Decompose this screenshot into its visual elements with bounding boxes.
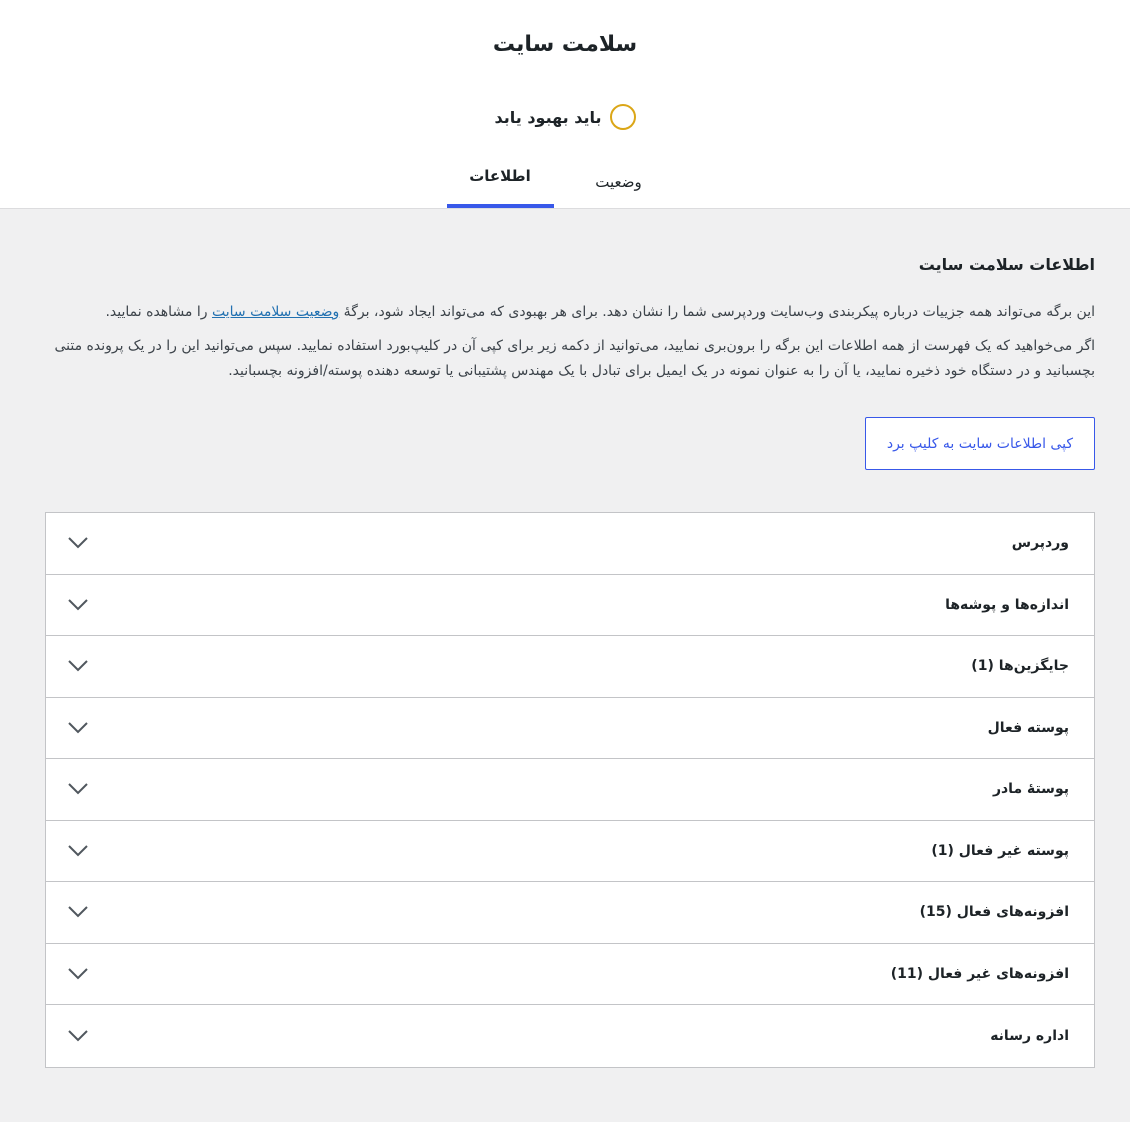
chevron-down-icon: [66, 962, 90, 986]
accordion-item[interactable]: [46, 575, 1094, 637]
accordion-item-label: اندازه‌ها و پوشه‌ها: [945, 596, 1069, 613]
export-paragraph: اگر می‌خواهید که یک فهرست از همه اطلاعات این برگه را برون‌بری نمایید، می‌توانید از دکمه زیر برای کپی آن در کلیپ‌بورد استفاده نمایید. سپس می‌توانید این را در یک پرونده متنی بچسبانید و در دستگاه خود ذخیره نمایید، یا آن را به عنوان نمونه در یک ایمیل برای تبادل با یک مهندس پشتیبانی یا توسعه دهنده پوسته/افزونه بچسبانید.: [54, 338, 1095, 379]
section-title: اطلاعات سلامت سایت: [918, 255, 1095, 274]
accordion-item[interactable]: [46, 759, 1094, 821]
info-accordion: [45, 512, 1095, 1068]
site-health-status-link[interactable]: وضعیت سلامت سایت: [211, 304, 340, 320]
tab-info[interactable]: [447, 154, 554, 208]
chevron-down-icon: [66, 1024, 90, 1048]
tab-nav: [0, 154, 1130, 208]
chevron-down-icon: [66, 593, 90, 617]
accordion-item-label: اداره رسانه: [990, 1027, 1069, 1044]
intro-text-end: را مشاهده نمایید.: [105, 304, 212, 320]
tab-info-label: اطلاعات: [469, 167, 531, 185]
chevron-down-icon: [66, 777, 90, 801]
chevron-down-icon: [66, 716, 90, 740]
accordion-item[interactable]: [46, 513, 1094, 575]
accordion-item-label: جایگزین‌ها (1): [971, 658, 1069, 675]
accordion-item-label: افزونه‌های غیر فعال (11): [890, 965, 1069, 982]
site-health-header: [0, 0, 1130, 209]
accordion-item[interactable]: [46, 944, 1094, 1006]
copy-site-info-button[interactable]: کپی اطلاعات سایت به کلیپ برد: [865, 417, 1095, 470]
accordion-item[interactable]: [46, 636, 1094, 698]
status-circle-icon: [610, 104, 636, 130]
intro-text: این برگه می‌تواند همه جزییات درباره پیکربندی وب‌سایت وردپرسی شما را نشان دهد. برای هر بهبودی که می‌تواند ایجاد شود، برگهٔ: [339, 304, 1095, 320]
chevron-down-icon: [66, 654, 90, 678]
main-content: [0, 255, 1130, 1068]
accordion-item-label: پوسته غیر فعال (1): [931, 842, 1069, 859]
accordion-item-label: پوستهٔ مادر: [992, 781, 1069, 798]
chevron-down-icon: [66, 900, 90, 924]
chevron-down-icon: [66, 839, 90, 863]
accordion-item-label: وردپرس: [1011, 535, 1069, 552]
chevron-down-icon: [66, 531, 90, 555]
intro-paragraph: [45, 300, 1095, 325]
accordion-item-label: پوسته فعال: [987, 719, 1069, 736]
accordion-item[interactable]: [46, 882, 1094, 944]
accordion-item[interactable]: [46, 698, 1094, 760]
tab-status[interactable]: [554, 154, 684, 208]
status-label: باید بهبود یابد: [494, 107, 602, 127]
accordion-item-label: افزونه‌های فعال (15): [919, 904, 1069, 921]
accordion-item[interactable]: [46, 1005, 1094, 1067]
page-title: سلامت سایت: [492, 32, 638, 57]
health-status: [0, 104, 1130, 130]
accordion-item[interactable]: [46, 821, 1094, 883]
tab-status-label: وضعیت: [595, 173, 642, 191]
